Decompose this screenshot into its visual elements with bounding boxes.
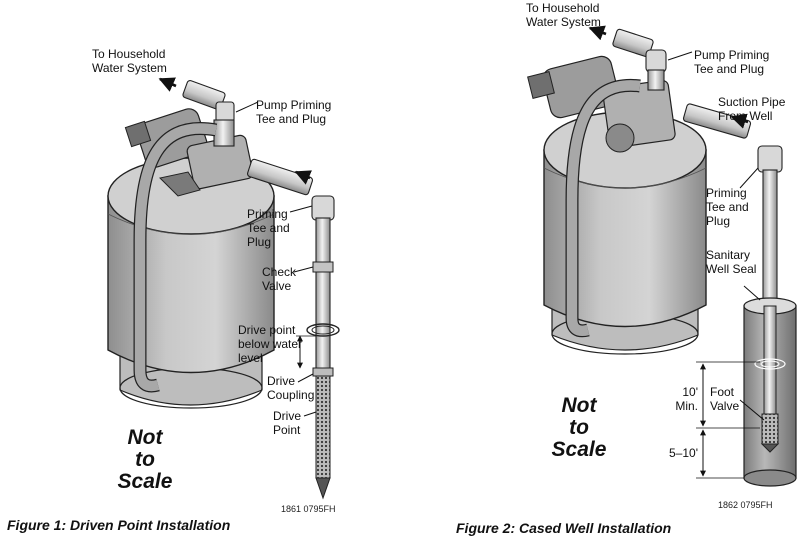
fig1-label-drive-point: Drive Point <box>273 409 302 437</box>
fig2-label-priming-tee: Priming Tee and Plug <box>706 186 749 228</box>
fig1-not-to-scale: Not to Scale <box>117 426 173 493</box>
fig2-label-foot-valve: Foot Valve <box>710 385 740 413</box>
fig1-label-priming-tee: Priming Tee and Plug <box>247 207 290 249</box>
fig2-label-five-ten: 5–10' <box>669 446 698 460</box>
fig1-label-household: To Household Water System <box>92 47 167 75</box>
fig2-caption: Figure 2: Cased Well Installation <box>456 520 672 536</box>
fig2-code: 1862 0795FH <box>718 500 773 510</box>
fig2-label-ten-min: 10' Min. <box>675 385 698 413</box>
fig2-label-suction-pipe: Suction Pipe From Well <box>718 95 786 123</box>
fig2-drop-pipe <box>763 170 777 306</box>
fig2-foot-valve <box>762 414 778 444</box>
fig1-label-drive-coupling: Drive Coupling <box>267 374 315 402</box>
fig2-label-household: To Household Water System <box>526 1 601 29</box>
fig2-label-pump-priming: Pump Priming Tee and Plug <box>694 48 770 76</box>
fig1-label-pump-priming: Pump Priming Tee and Plug <box>256 98 332 126</box>
fig1-label-drive-point-below-water: Drive point below water level <box>238 323 303 365</box>
fig2-not-to-scale: Not to Scale <box>551 394 607 461</box>
fig2-label-sanitary-seal: Sanitary Well Seal <box>706 248 757 276</box>
fig1-drive-pipe <box>316 218 330 370</box>
fig1-caption: Figure 1: Driven Point Installation <box>7 517 231 533</box>
fig1-code: 1861 0795FH <box>281 504 336 514</box>
fig1-drive-point-screen <box>316 376 330 478</box>
fig1-label-check-valve: Check Valve <box>262 265 297 293</box>
